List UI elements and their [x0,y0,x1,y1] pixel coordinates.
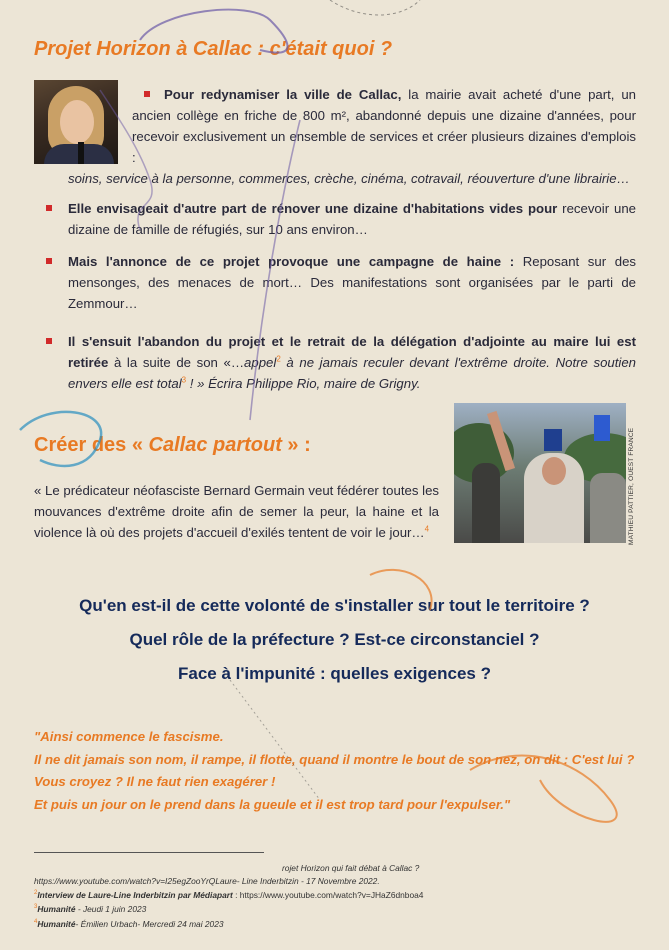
bullet-item-2 [68,198,636,240]
footnote-line: $^3$Humanité - Jeudi 1 juin 2023 [34,904,147,915]
heading-prefix: Créer des « [34,434,149,456]
footnote-line: $^4$Humanité- Émilien Urbach- Mercredi 24 mai 2023 [34,918,224,929]
bullet-text: à la suite de son «… [108,355,245,370]
bullet-text: la mairie avait acheté d'une part, un ancien collège en friche de 800 m², abandonné depuis une dizaine d'années, pour recevoir exclusivement un ensemble de services et créer plusieurs dizaines d'emplois : [132,87,636,165]
bullet-item-3 [68,251,636,314]
bullet-marker [144,91,150,97]
page-title: Projet Horizon à Callac : c'était quoi ? [34,38,393,60]
bullet-lead: Il s'ensuit l'abandon du projet et le retrait de la délégation d'adjointe au maire lui est retirée [68,334,636,370]
heading-suffix: » : [281,434,311,456]
bullet-text: Reposant sur des mensonges, des menaces de mort… Des manifestations sont organisées par le parti de Zemmour… [68,254,636,311]
poem-line: "Ainsi commence le fascisme. [34,729,224,744]
bullet-item-1-continued: soins, service à la personne, commerces, crèche, cinéma, cotravail, réouverture d'une librairie… [68,171,630,186]
bullet-text: recevoir une dizaine de famille de réfugiés, sur 10 ans environ… [68,201,637,237]
poem-quote [34,726,644,816]
bullet-marker [46,205,52,211]
quote-italic: appel [244,355,277,370]
bullet-marker [46,258,52,264]
footnote-divider [34,852,264,853]
bullet-item-4 [68,331,636,394]
question-3: Face à l'impunité : quelles exigences ? [178,664,491,683]
quote-paragraph [34,480,439,543]
footnotes [34,862,634,930]
section-heading [34,434,311,457]
poem-line: Et puis un jour on le prend dans la gueule et il est trop tard pour l'expulser." [34,796,511,812]
demonstration-photo [454,403,626,543]
question-1: Qu'en est-il de cette volonté de s'installer sur tout le territoire ? [79,596,590,615]
footnote-line: $^2$Interview de Laure-Line Inderbitzin par Médiapart : https://www.youtube.com/watch?v=JHaZ6dnboa4 [34,889,424,900]
portrait-photo [34,80,118,164]
quote-italic: ! » Écrira Philippe Rio, maire de Grigny. [186,376,421,391]
quote-italic: à ne jamais reculer devant l'extrême droite. Notre soutien envers elle est total [68,355,637,391]
bullet-marker [46,338,52,344]
question-2: Quel rôle de la préfecture ? Est-ce circonstanciel ? [129,630,540,649]
photo-credit: MATHIEU PATTIER, OUEST FRANCE [628,427,635,545]
heading-italic: Callac partout [148,434,282,456]
footnote-ref: 3 [181,375,187,385]
footnote-ref: 2 [276,354,281,364]
quote-text: « Le prédicateur néofasciste Bernard Germain veut fédérer toutes les mouvances d'extrême droite afin de semer la peur, la haine et la violence là où des projets d'accueil d'exilés tentent de voir le jour… [34,483,439,540]
bullet-lead: Elle envisageait d'autre part de rénover une dizaine d'habitations vides pour [68,201,558,216]
poem-line: Il ne dit jamais son nom, il rampe, il flotte, quand il montre le bout de son nez, on dit : C'est lui ? Vous croyez ? Il ne faut rien exagérer ! [34,751,635,789]
bullet-lead: Pour redynamiser la ville de Callac, [164,87,402,102]
bullet-lead: Mais l'annonce de ce projet provoque une campagne de haine : [68,254,515,269]
footnote-ref: 4 [424,524,430,534]
footnote-line: https://www.youtube.com/watch?v=I25egZooYrQLaure- Line Inderbitzin - 17 Novembre 2022. [34,875,380,886]
bullet-item-1 [132,84,636,168]
footnote-line: rojet Horizon qui fait débat à Callac ? [282,863,420,873]
